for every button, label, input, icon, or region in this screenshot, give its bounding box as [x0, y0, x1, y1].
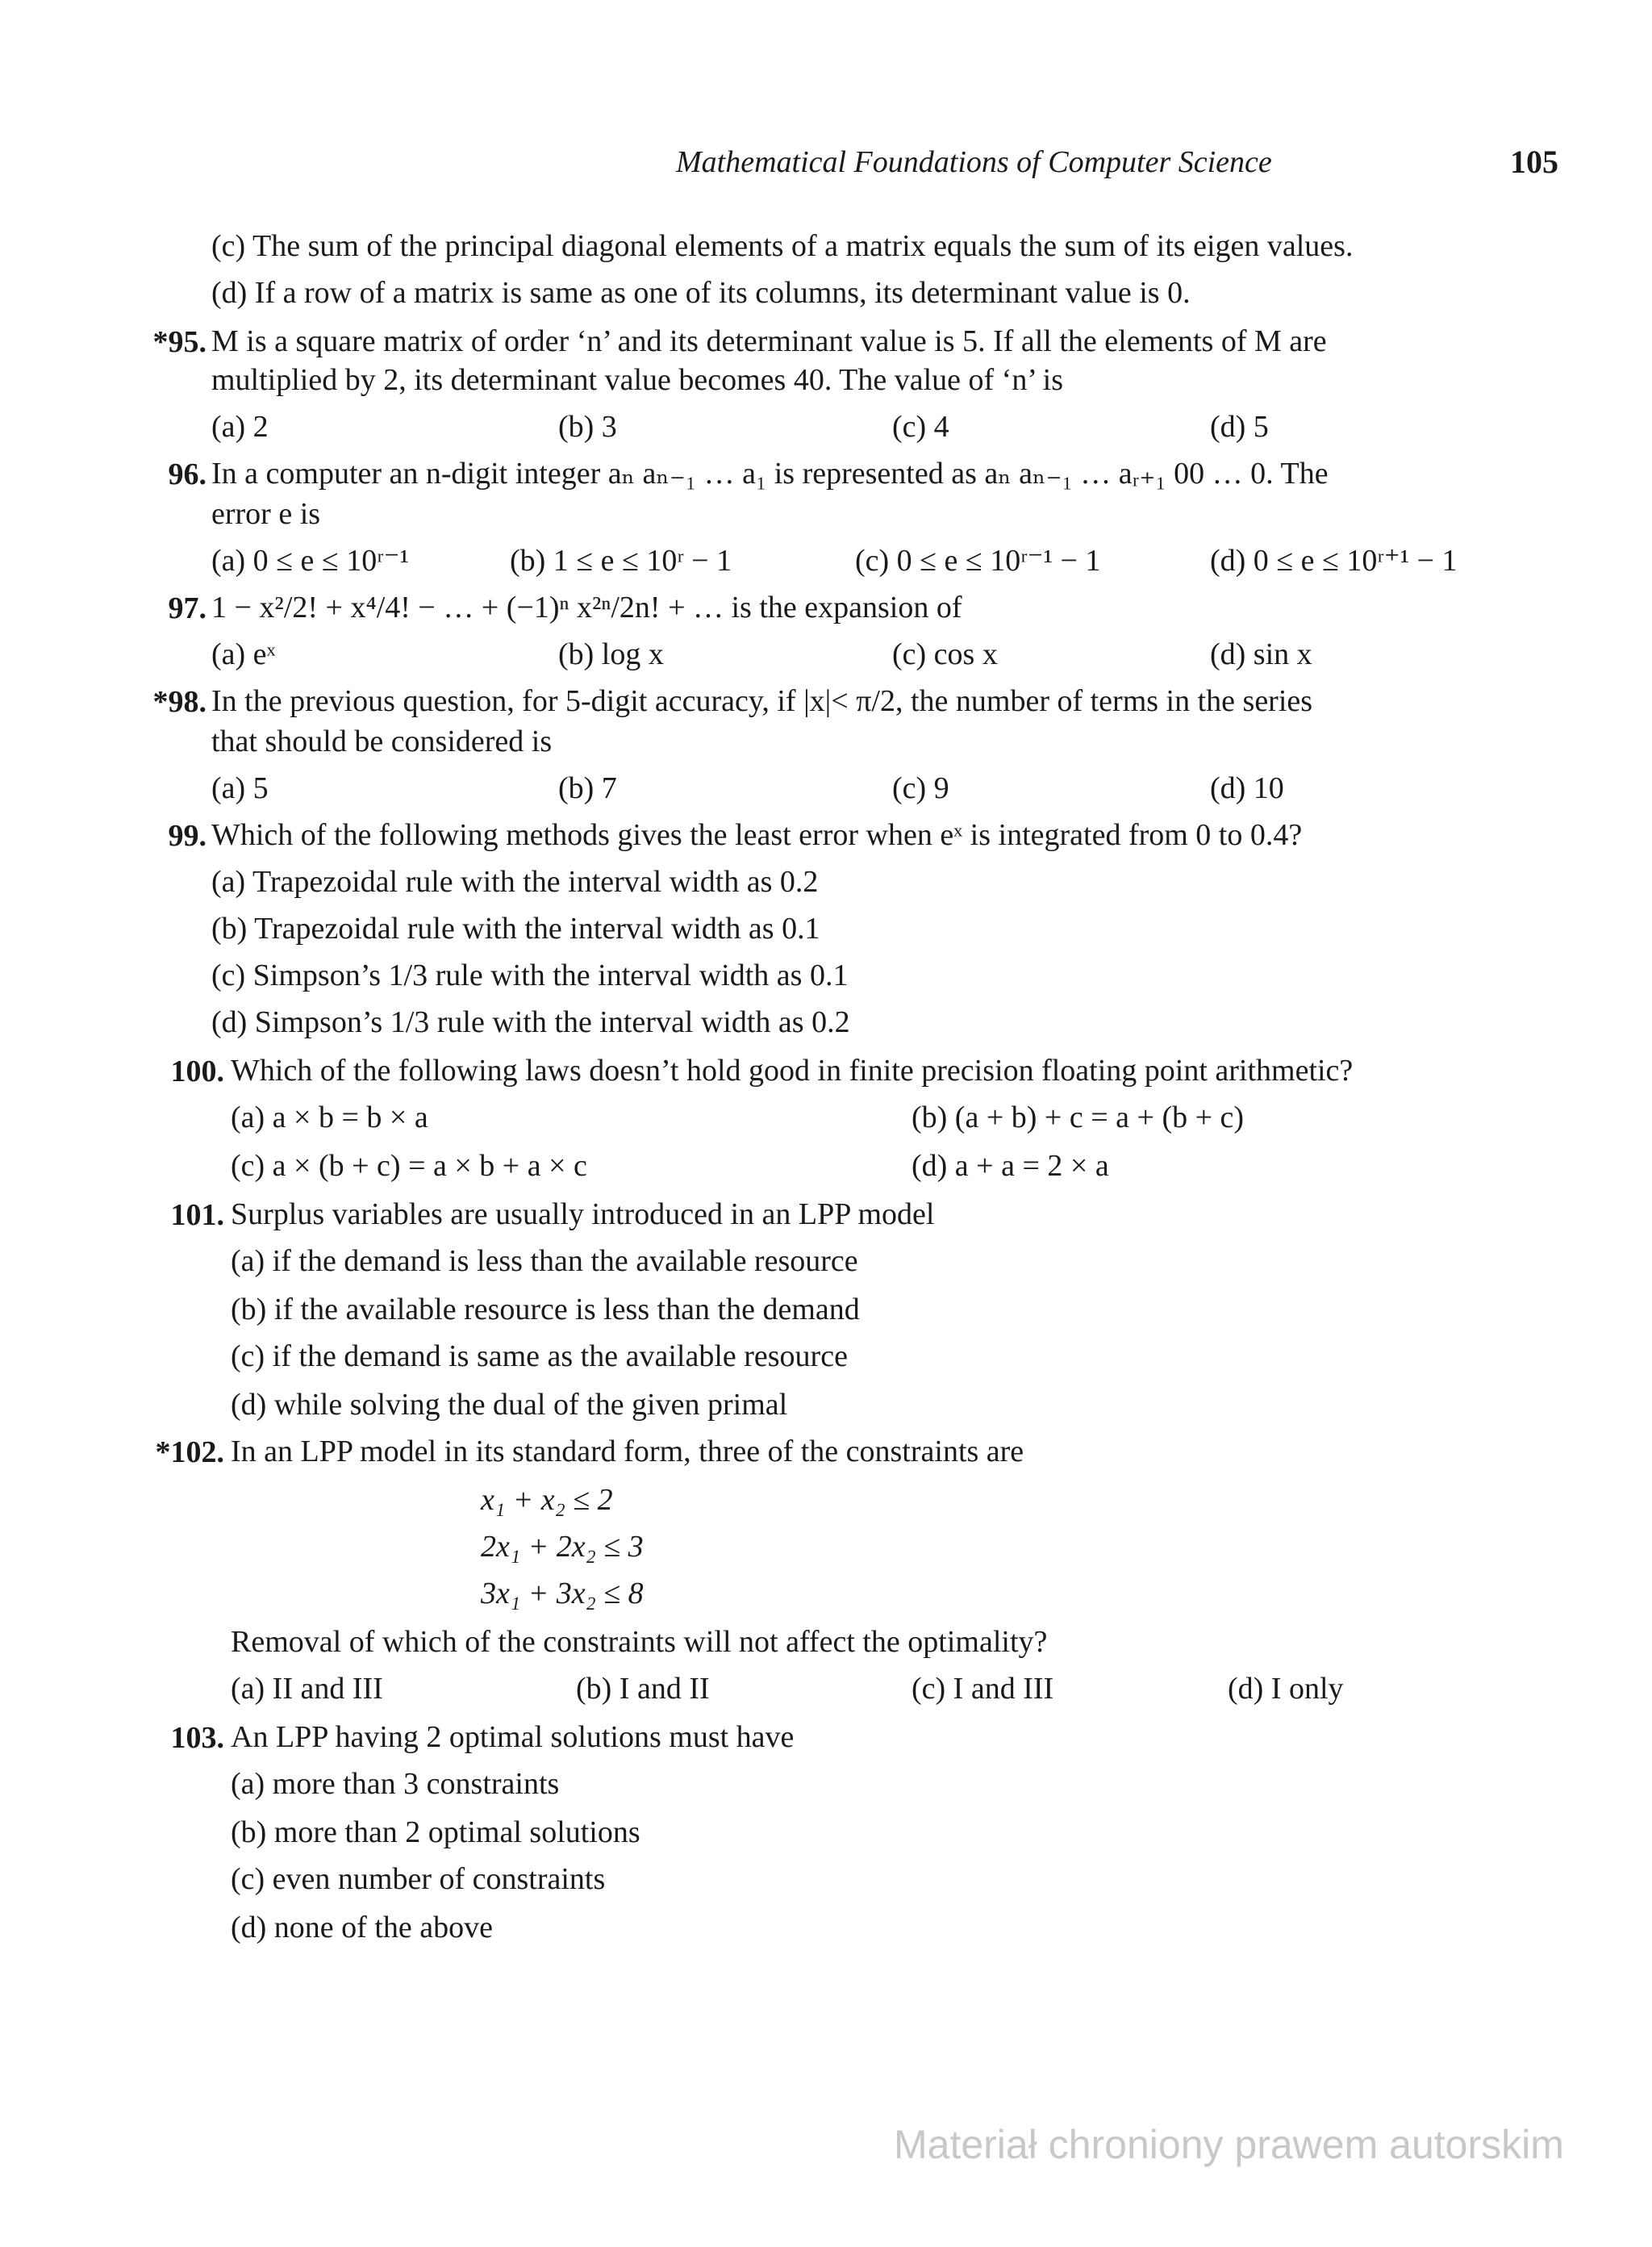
question-96-text-line1: In a computer an n-digit integer aₙ aₙ₋₁ … a₁ is represented as aₙ aₙ₋₁ … aᵣ₊₁ 00 … 0. The	[211, 457, 1329, 491]
question-95-text-line1: M is a square matrix of order ‘n’ and its determinant value is 5. If all the elements of M are	[211, 324, 1327, 358]
question-96-option-a: (a) 0 ≤ e ≤ 10ʳ⁻¹	[211, 544, 409, 578]
question-95-option-c: (c) 4	[892, 410, 949, 444]
question-95-option-b: (b) 3	[558, 410, 617, 444]
question-number-97: 97.	[168, 591, 206, 625]
question-98-option-a: (a) 5	[211, 771, 269, 805]
question-97-option-c: (c) cos x	[892, 637, 998, 671]
page-number: 105	[1510, 144, 1558, 180]
question-101-text: Surplus variables are usually introduced in an LPP model	[231, 1197, 935, 1231]
question-95-option-d: (d) 5	[1210, 410, 1269, 444]
question-101-option-d: (d) while solving the dual of the given primal	[231, 1388, 788, 1422]
copyright-watermark: Materiał chroniony prawem autorskim	[894, 2122, 1564, 2167]
question-99-text: Which of the following methods gives the least error when eˣ is integrated from 0 to 0.4?	[211, 818, 1303, 852]
question-96-option-c: (c) 0 ≤ e ≤ 10ʳ⁻¹ − 1	[855, 544, 1101, 578]
question-102-option-b: (b) I and II	[576, 1672, 710, 1706]
question-number-99: 99.	[168, 819, 206, 853]
carry-over-option-d: (d) If a row of a matrix is same as one of its columns, its determinant value is 0.	[211, 276, 1191, 310]
question-101-option-b: (b) if the available resource is less than the demand	[231, 1293, 860, 1326]
question-99-option-b: (b) Trapezoidal rule with the interval width as 0.1	[211, 912, 820, 946]
question-97-text: 1 − x²/2! + x⁴/4! − … + (−1)ⁿ x²ⁿ/2n! + … is the expansion of	[211, 591, 962, 624]
question-102-option-c: (c) I and III	[912, 1672, 1054, 1706]
question-98-option-b: (b) 7	[558, 771, 617, 805]
question-98-text-line1: In the previous question, for 5-digit accuracy, if |x|< π/2, the number of terms in the series	[211, 684, 1313, 718]
question-102-option-a: (a) II and III	[231, 1672, 383, 1706]
question-100-option-b: (b) (a + b) + c = a + (b + c)	[912, 1101, 1245, 1134]
question-103-option-d: (d) none of the above	[231, 1911, 493, 1944]
question-100-option-a: (a) a × b = b × a	[231, 1101, 428, 1134]
question-99-option-d: (d) Simpson’s 1/3 rule with the interval width as 0.2	[211, 1005, 850, 1039]
question-96-option-b: (b) 1 ≤ e ≤ 10ʳ − 1	[510, 544, 732, 578]
question-102-option-d: (d) I only	[1228, 1672, 1344, 1706]
question-number-95: *95.	[152, 325, 206, 359]
question-102-text: In an LPP model in its standard form, three of the constraints are	[231, 1435, 1024, 1468]
question-number-102: *102.	[155, 1435, 224, 1469]
question-100-option-c: (c) a × (b + c) = a × b + a × c	[231, 1149, 587, 1183]
constraint-3: 3x₁ + 3x₂ ≤ 8	[481, 1577, 644, 1610]
question-103-text: An LPP having 2 optimal solutions must have	[231, 1720, 795, 1754]
constraint-2: 2x₁ + 2x₂ ≤ 3	[481, 1530, 644, 1564]
question-102-text-line2: Removal of which of the constraints will not affect the optimality?	[231, 1625, 1048, 1659]
question-96-text-line2: error e is	[211, 497, 321, 531]
question-number-96: 96.	[168, 457, 206, 491]
question-98-text-line2: that should be considered is	[211, 725, 553, 758]
question-97-option-d: (d) sin x	[1210, 637, 1312, 671]
question-97-option-b: (b) log x	[558, 637, 664, 671]
question-99-option-a: (a) Trapezoidal rule with the interval width as 0.2	[211, 865, 819, 899]
question-97-option-a: (a) eˣ	[211, 637, 276, 671]
question-95-option-a: (a) 2	[211, 410, 269, 444]
question-number-100: 100.	[170, 1055, 224, 1088]
question-95-text-line2: multiplied by 2, its determinant value becomes 40. The value of ‘n’ is	[211, 363, 1064, 397]
constraint-1: x₁ + x₂ ≤ 2	[481, 1483, 613, 1517]
question-98-option-d: (d) 10	[1210, 771, 1284, 805]
question-100-text: Which of the following laws doesn’t hold good in finite precision floating point arithmetic?	[231, 1054, 1354, 1088]
question-103-option-b: (b) more than 2 optimal solutions	[231, 1815, 640, 1849]
question-98-option-c: (c) 9	[892, 771, 949, 805]
question-101-option-a: (a) if the demand is less than the available resource	[231, 1244, 858, 1278]
carry-over-option-c: (c) The sum of the principal diagonal elements of a matrix equals the sum of its eigen values.	[211, 229, 1354, 263]
running-header-title: Mathematical Foundations of Computer Science	[676, 145, 1272, 179]
question-number-101: 101.	[170, 1198, 224, 1232]
question-99-option-c: (c) Simpson’s 1/3 rule with the interval width as 0.1	[211, 959, 849, 992]
question-100-option-d: (d) a + a = 2 × a	[912, 1149, 1109, 1183]
question-101-option-c: (c) if the demand is same as the available resource	[231, 1339, 848, 1373]
question-number-98: *98.	[152, 685, 206, 719]
question-96-option-d: (d) 0 ≤ e ≤ 10ʳ⁺¹ − 1	[1210, 544, 1458, 578]
question-103-option-c: (c) even number of constraints	[231, 1862, 606, 1896]
question-number-103: 103.	[170, 1721, 224, 1755]
question-103-option-a: (a) more than 3 constraints	[231, 1767, 560, 1801]
